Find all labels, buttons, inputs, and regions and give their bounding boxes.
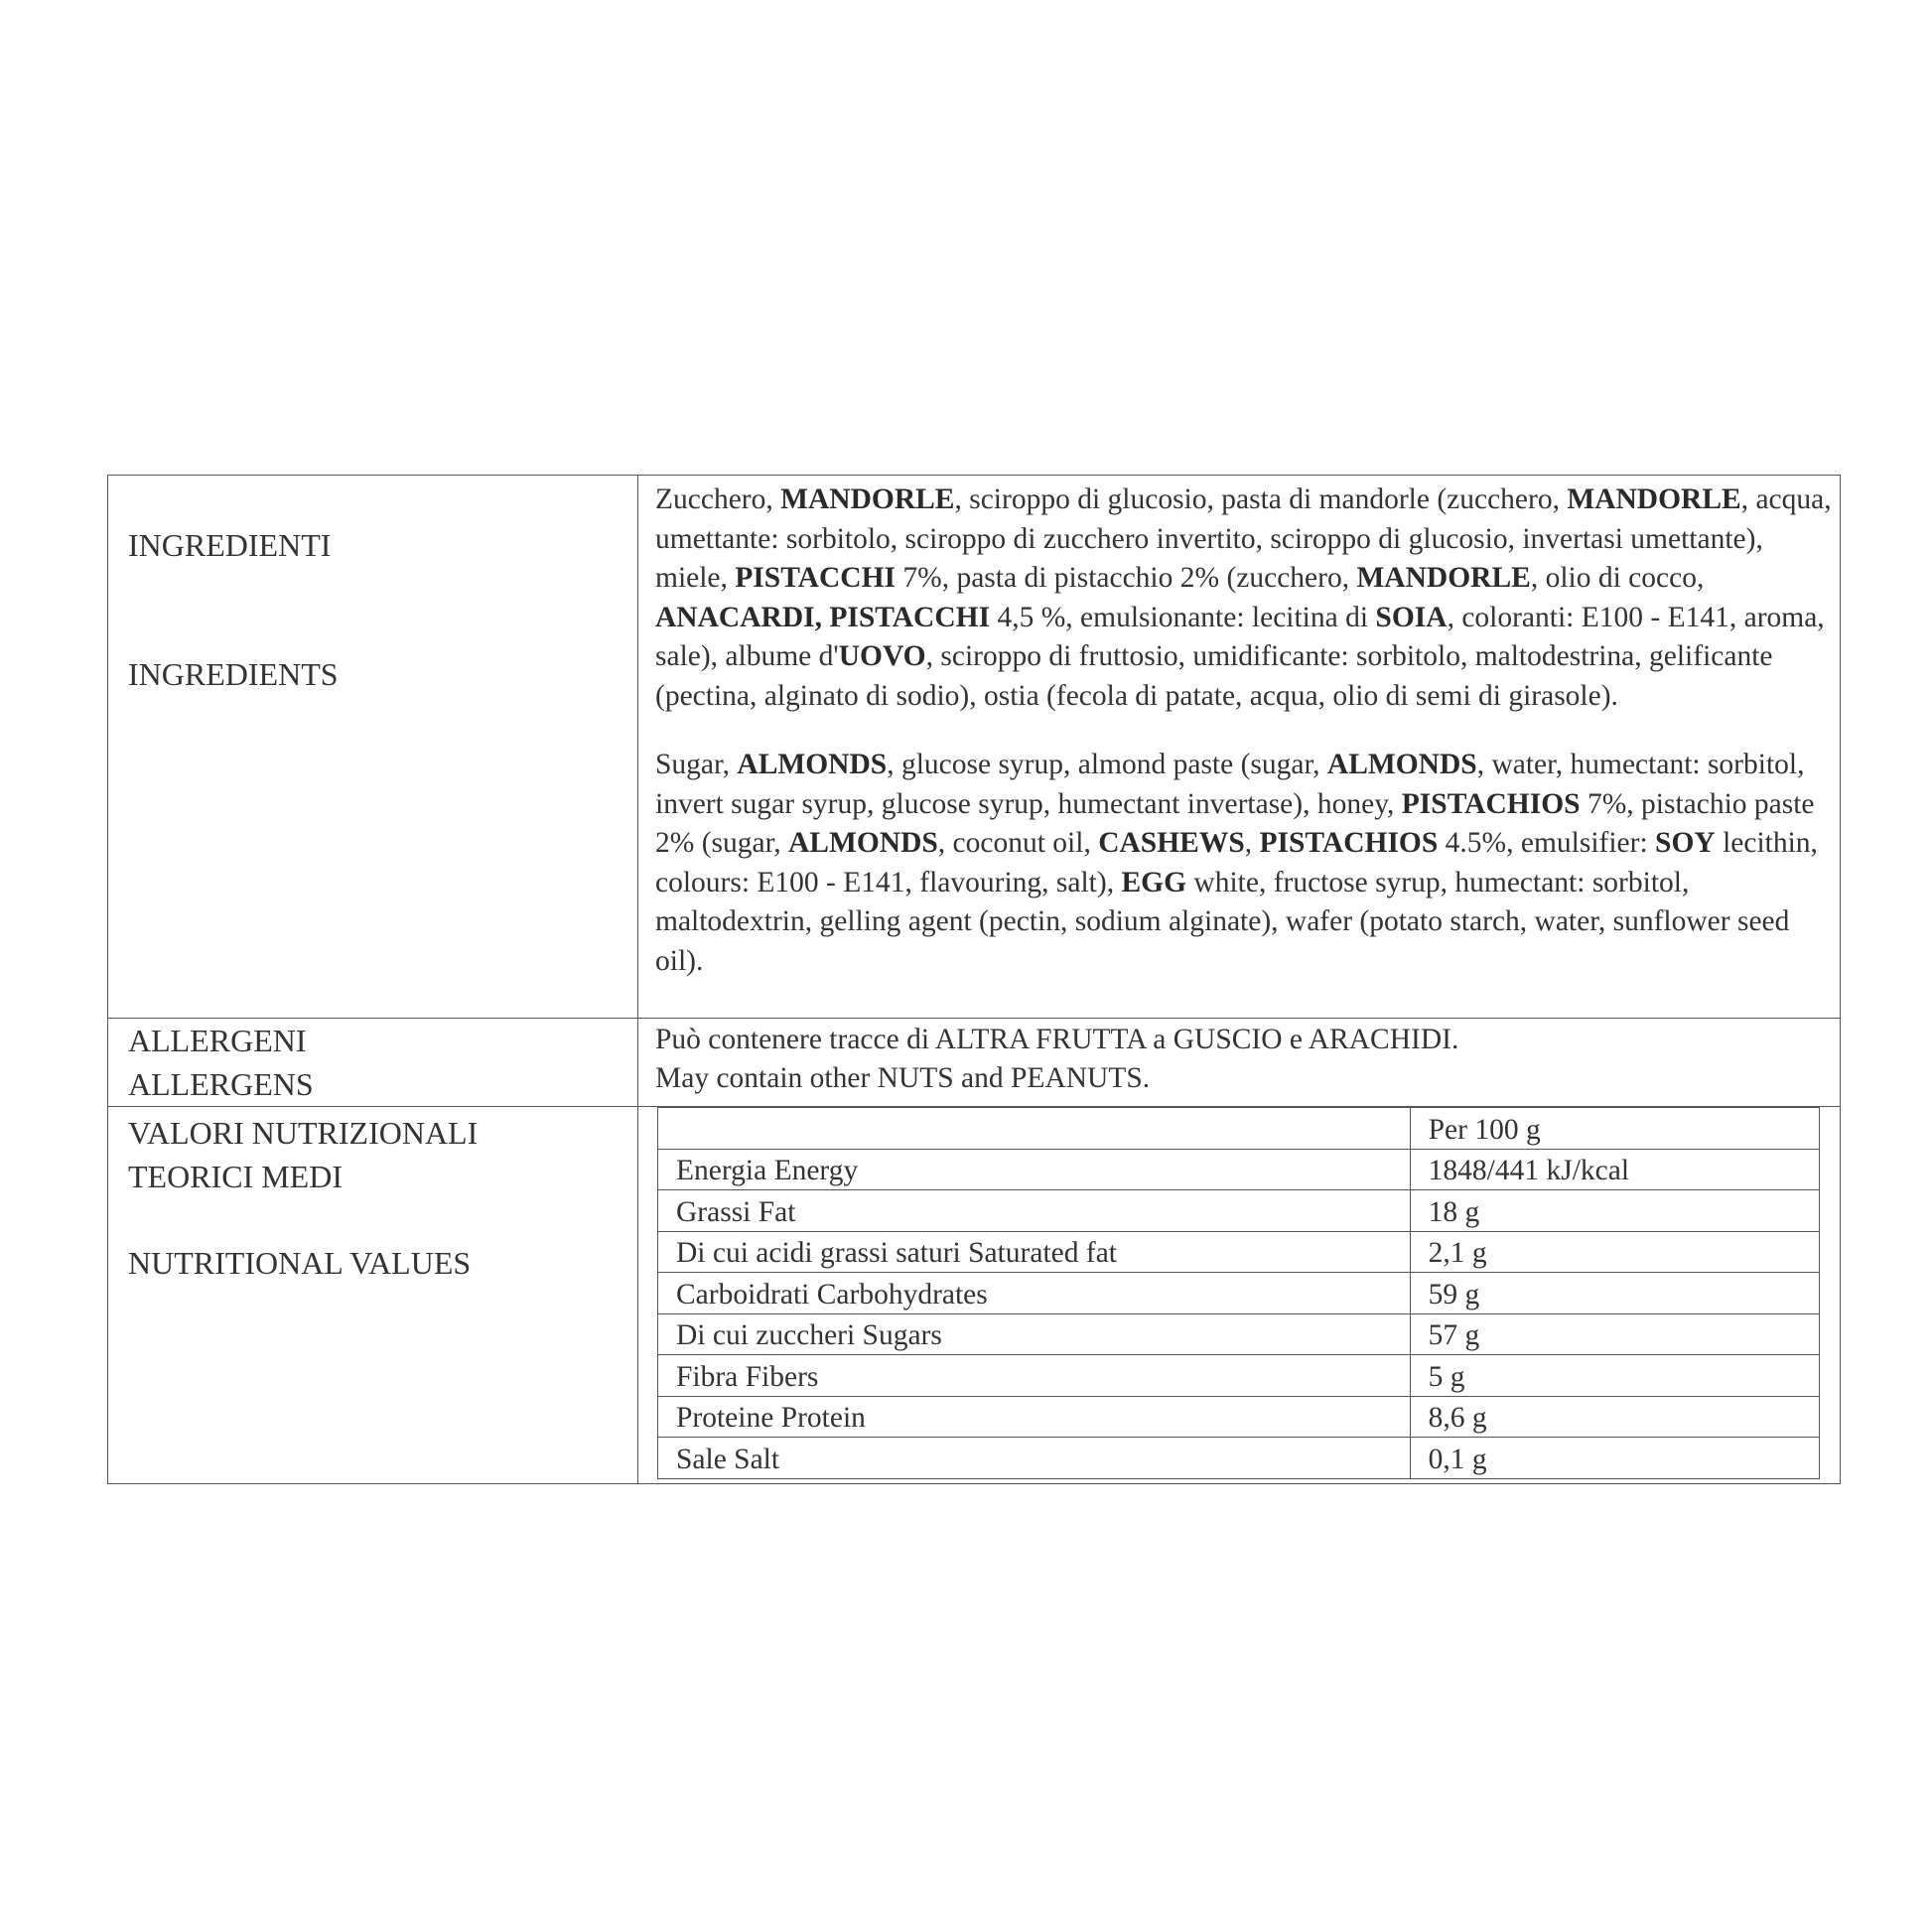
ingredient-text: , coloranti: E100 - E141, aroma, sale), albume d' xyxy=(655,601,1825,672)
ingredient-text: 4.5%, emulsifier: xyxy=(1438,827,1656,859)
ingredient-text: 7%, pistachio paste 2% (sugar, xyxy=(655,787,1815,859)
ingredients-text-it xyxy=(655,481,1836,716)
allergen-word: PISTACHIOS xyxy=(1259,827,1439,859)
ingredients-text-en xyxy=(655,746,1836,981)
nutrient-name: Fibra Fibers xyxy=(658,1355,1411,1397)
nutrition-header-value: Per 100 g xyxy=(1410,1108,1819,1150)
ingredient-text: Sugar, xyxy=(655,749,738,780)
nutrient-value: 57 g xyxy=(1410,1313,1819,1355)
nutrient-name: Carboidrati Carbohydrates xyxy=(658,1273,1411,1314)
nutrition-row-item xyxy=(658,1231,1820,1273)
allergens-text-en: May contain other NUTS and PEANUTS. xyxy=(655,1062,1151,1094)
ingredient-text: lecithin, colours: E100 - E141, flavouring, salt), xyxy=(655,827,1818,898)
nutrition-label-line2: TEORICI MEDI xyxy=(128,1159,343,1194)
ingredient-text: , water, humectant: sorbitol, invert sugar syrup, glucose syrup, humectant invertase), honey, xyxy=(655,749,1805,820)
ingredients-text-cell xyxy=(638,476,1841,1019)
nutrient-name: Sale Salt xyxy=(658,1438,1411,1479)
nutrition-header-row xyxy=(658,1108,1820,1150)
allergen-word: UOVO xyxy=(838,640,926,672)
nutrition-table xyxy=(657,1107,1820,1479)
allergen-word: SOY xyxy=(1655,827,1716,859)
allergen-word: ALMONDS xyxy=(1326,749,1477,780)
allergens-row xyxy=(108,1019,1841,1107)
nutrition-row-item xyxy=(658,1438,1820,1479)
nutrient-value: 59 g xyxy=(1410,1273,1819,1314)
ingredients-row xyxy=(108,476,1841,1019)
nutrient-name: Di cui zuccheri Sugars xyxy=(658,1313,1411,1355)
ingredient-text: , sciroppo di glucosio, pasta di mandorle (zucchero, xyxy=(954,483,1568,515)
ingredient-text: , acqua, umettante: sorbitolo, sciroppo di zucchero invertito, sciroppo di glucosio, invertasi umettante), miele, xyxy=(655,483,1832,594)
ingredient-text: 7%, pasta di pistacchio 2% (zucchero, xyxy=(896,562,1357,594)
ingredient-text: , olio di cocco, xyxy=(1530,562,1705,594)
nutrition-header-name xyxy=(658,1108,1411,1150)
ingredient-text: , glucose syrup, almond paste (sugar, xyxy=(887,749,1327,780)
nutrition-row-item xyxy=(658,1190,1820,1232)
ingredient-text: Zucchero, xyxy=(655,483,781,515)
allergens-label-cell xyxy=(108,1019,638,1107)
nutrition-row-item xyxy=(658,1273,1820,1314)
nutrient-name: Proteine Protein xyxy=(658,1396,1411,1438)
allergens-text-cell xyxy=(638,1019,1841,1107)
nutrient-value: 8,6 g xyxy=(1410,1396,1819,1438)
nutrition-row-item xyxy=(658,1149,1820,1190)
product-info-table xyxy=(107,475,1841,1484)
allergen-word: ALMONDS xyxy=(737,749,888,780)
allergen-word: EGG xyxy=(1121,866,1187,898)
ingredient-text: , sciroppo di fruttosio, umidificante: sorbitolo, maltodestrina, gelificante (pectina, alginato di sodio), ostia (fecola di patate, acqua, olio di semi di girasole). xyxy=(655,640,1773,712)
allergen-word: MANDORLE xyxy=(780,483,955,515)
nutrition-label-cell xyxy=(108,1107,638,1484)
allergen-word: PISTACCHI xyxy=(735,562,897,594)
allergens-label-en: ALLERGENS xyxy=(128,1066,314,1102)
ingredient-text: white, fructose syrup, humectant: sorbitol, maltodextrin, gelling agent (pectin, sodium alginate), wafer (potato starch, water, sunflower seed oil). xyxy=(655,866,1790,977)
ingredients-label-it: INGREDIENTI xyxy=(128,527,332,563)
allergen-word: CASHEWS xyxy=(1098,827,1245,859)
ingredient-text: , xyxy=(1244,827,1260,859)
ingredients-label-en: INGREDIENTS xyxy=(128,656,339,692)
nutrient-value: 0,1 g xyxy=(1410,1438,1819,1479)
nutrient-value: 2,1 g xyxy=(1410,1231,1819,1273)
nutrition-row-item xyxy=(658,1396,1820,1438)
allergen-word: ANACARDI, PISTACCHI xyxy=(655,601,991,633)
allergen-word: SOIA xyxy=(1375,601,1448,633)
allergen-word: PISTACHIOS xyxy=(1401,787,1581,820)
nutrition-row-item xyxy=(658,1355,1820,1397)
nutrient-name: Di cui acidi grassi saturi Saturated fat xyxy=(658,1231,1411,1273)
nutrition-label-line1: VALORI NUTRIZIONALI xyxy=(128,1115,479,1151)
nutrient-value: 5 g xyxy=(1410,1355,1819,1397)
allergen-word: ALMONDS xyxy=(788,827,938,859)
allergen-word: MANDORLE xyxy=(1567,483,1741,515)
ingredient-text: , coconut oil, xyxy=(937,827,1099,859)
nutrition-row-item xyxy=(658,1313,1820,1355)
nutrient-name: Energia Energy xyxy=(658,1149,1411,1190)
allergens-label-it: ALLERGENI xyxy=(128,1023,307,1058)
ingredients-label-cell xyxy=(108,476,638,1019)
nutrient-value: 18 g xyxy=(1410,1190,1819,1232)
nutrition-label-en: NUTRITIONAL VALUES xyxy=(128,1245,472,1281)
allergens-text-it: Può contenere tracce di ALTRA FRUTTA a GUSCIO e ARACHIDI. xyxy=(655,1024,1459,1055)
ingredient-text: 4,5 %, emulsionante: lecitina di xyxy=(990,601,1376,633)
nutrient-value: 1848/441 kJ/kcal xyxy=(1410,1149,1819,1190)
nutrition-row xyxy=(108,1107,1841,1484)
nutrition-values-cell xyxy=(638,1107,1841,1484)
nutrient-name: Grassi Fat xyxy=(658,1190,1411,1232)
allergen-word: MANDORLE xyxy=(1356,562,1531,594)
